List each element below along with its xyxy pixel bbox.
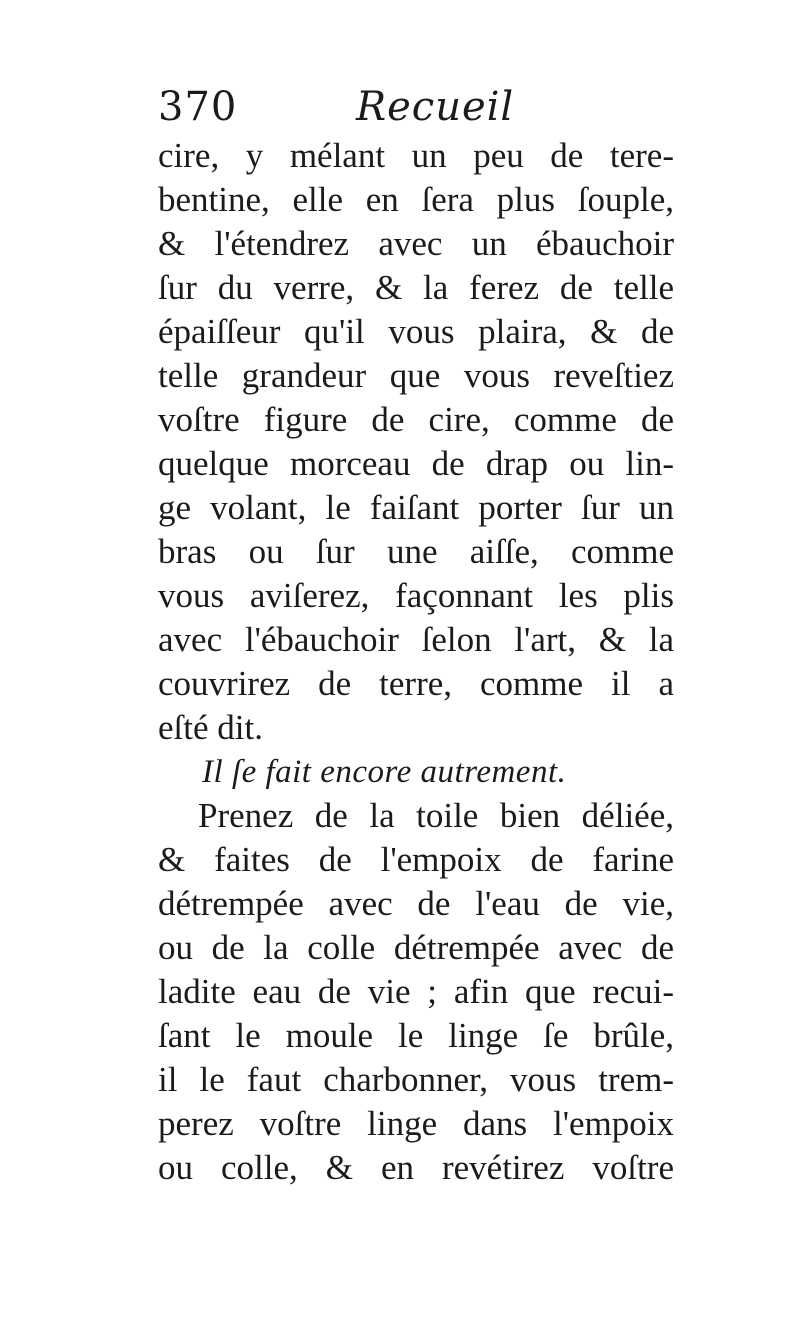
body-text (158, 134, 674, 1190)
text-line: eſté dit. (158, 708, 263, 747)
text-line: ladite eau de vie ; afin que recui- (158, 972, 674, 1011)
text-line: & l'étendrez avec un ébauchoir (158, 224, 674, 263)
text-line: vous aviſerez, façonnant les plis (158, 576, 674, 615)
paragraph-2 (158, 794, 674, 1190)
text-line: telle grandeur que vous reveſtiez (158, 356, 674, 395)
text-line: perez voſtre linge dans l'empoix (158, 1104, 674, 1143)
text-line: bentine, elle en ſera plus ſouple, (158, 180, 674, 219)
text-line: avec l'ébauchoir ſelon l'art, & la (158, 620, 674, 659)
paragraph-1 (158, 134, 674, 750)
text-line: ſur du verre, & la ferez de telle (158, 268, 674, 307)
text-line: couvrirez de terre, comme il a (158, 664, 674, 703)
text-line: bras ou ſur une aiſſe, comme (158, 532, 674, 571)
text-line: & faites de l'empoix de farine (158, 840, 674, 879)
text-line: il le faut charbonner, vous trem- (158, 1060, 674, 1099)
text-line: cire, y mélant un peu de tere- (158, 136, 674, 175)
text-line: ou de la colle détrempée avec de (158, 928, 674, 967)
text-line: ge volant, le faiſant porter ſur un (158, 488, 674, 527)
text-line: épaiſſeur qu'il vous plaira, & de (158, 312, 674, 351)
text-line: ſant le moule le linge ſe brûle, (158, 1016, 674, 1055)
text-line: quelque morceau de drap ou lin- (158, 444, 674, 483)
text-line: voſtre figure de cire, comme de (158, 400, 674, 439)
text-line: Prenez de la toile bien déliée, (198, 796, 674, 835)
running-title: Recueil (356, 84, 515, 130)
text-line: détrempée avec de l'eau de vie, (158, 884, 674, 923)
section-heading: Il ſe fait encore autrement. (202, 754, 567, 790)
text-line: ou colle, & en revétirez voſtre (158, 1148, 674, 1187)
page-number: 370 (158, 84, 238, 130)
